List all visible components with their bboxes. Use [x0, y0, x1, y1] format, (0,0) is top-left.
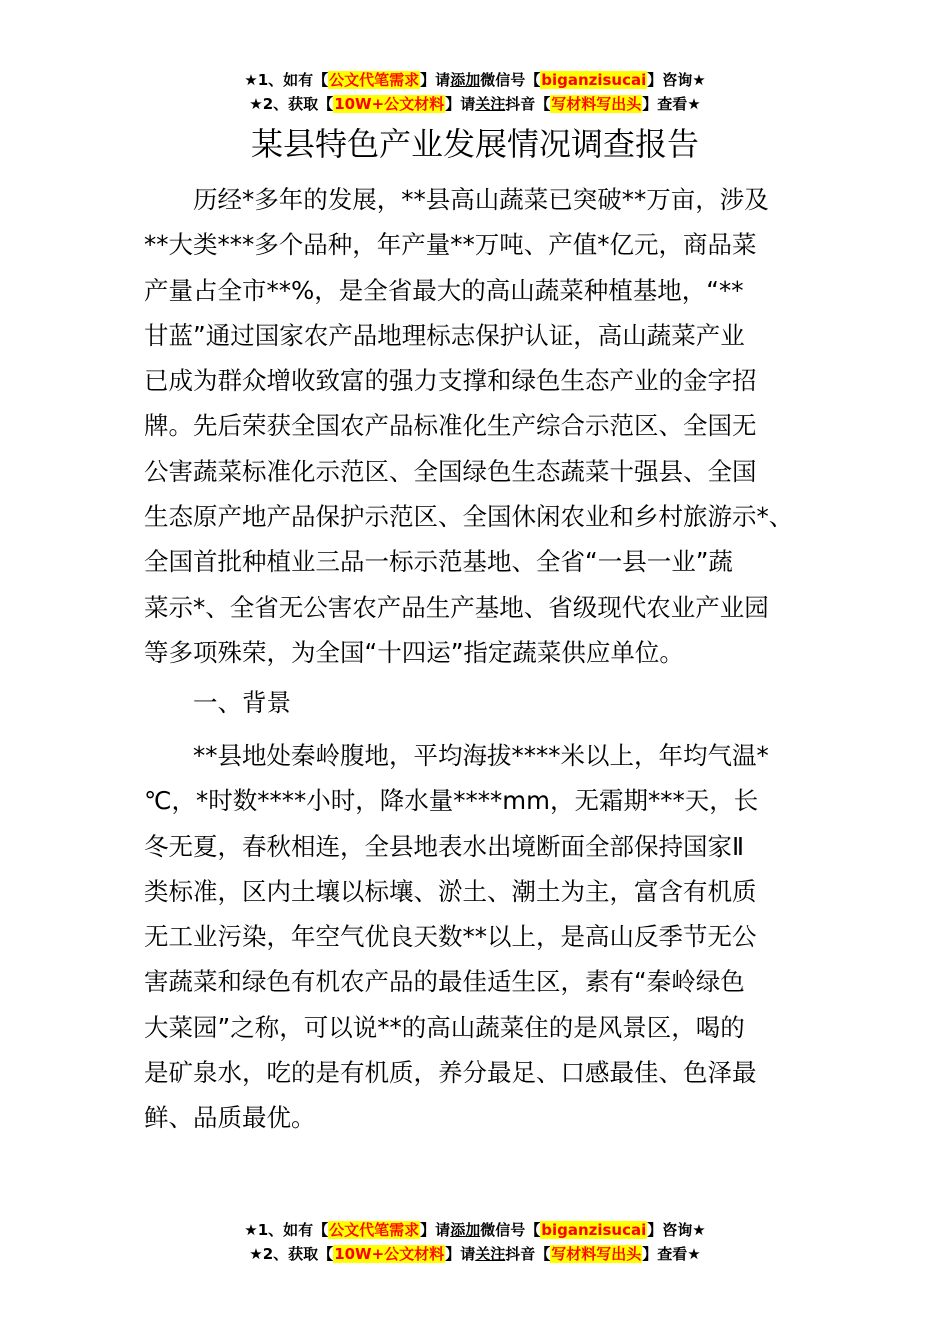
promo-text: ★1、如有【	[244, 71, 329, 89]
promo-douyin-id: 写材料写出头	[551, 95, 642, 113]
promo-wechat-id: biganzisucai	[541, 1221, 647, 1239]
promo-text: 】查看★	[642, 95, 701, 113]
paragraph-line: 菜示*、全省无公害农产品生产基地、省级现代农业产业园	[144, 592, 769, 622]
paragraph-line: 产量占全市**%，是全省最大的高山蔬菜种植基地，“**	[144, 275, 744, 305]
promo-line-1	[0, 68, 950, 92]
paragraph-line: 大菜园”之称，可以说**的高山蔬菜住的是风景区，喝的	[144, 1012, 745, 1042]
section-heading-background	[144, 680, 814, 725]
promo-text: ★1、如有【	[244, 1221, 329, 1239]
paragraph-line: 生态原产地产品保护示范区、全国休闲农业和乡村旅游示*、	[144, 502, 794, 532]
paragraph-line: 等多项殊荣，为全国“十四运”指定蔬菜供应单位。	[144, 637, 684, 667]
paragraph-line: 公害蔬菜标准化示范区、全国绿色生态蔬菜十强县、全国	[144, 456, 757, 486]
paragraph-line: 牌。先后荣获全国农产品标准化生产综合示范区、全国无	[144, 411, 757, 441]
promo-text: 】请	[420, 1221, 451, 1239]
promo-highlight: 10W+公文材料	[334, 1245, 445, 1263]
promo-wechat-id: biganzisucai	[541, 71, 647, 89]
document-title: 某县特色产业发展情况调查报告	[250, 125, 699, 163]
promo-text: 微信号【	[480, 71, 541, 89]
paragraph-line: 已成为群众增收致富的强力支撑和绿色生态产业的金字招	[144, 366, 757, 396]
promo-text: ★2、获取【	[249, 1245, 334, 1263]
promo-douyin-id: 写材料写出头	[551, 1245, 642, 1263]
paragraph-line: 害蔬菜和绿色有机农产品的最佳适生区，素有“秦岭绿色	[144, 967, 745, 997]
promo-text: 】请	[445, 1245, 476, 1263]
promo-underlined-text: 添加	[450, 71, 481, 89]
paragraph-line: **县地处秦岭腹地，平均海拔****米以上，年均气温*	[193, 741, 769, 770]
promo-underlined-text: 关注	[475, 95, 506, 113]
promo-highlight: 公文代笔需求	[329, 1221, 420, 1239]
promo-text: 】咨询★	[647, 1221, 706, 1239]
promo-highlight: 10W+公文材料	[334, 95, 445, 113]
body-paragraph-intro	[144, 177, 814, 675]
paragraph-line: 历经*多年的发展，**县高山蔬菜已突破**万亩，涉及	[193, 185, 769, 214]
promo-text: ★2、获取【	[249, 95, 334, 113]
promo-underlined-text: 添加	[450, 1221, 481, 1239]
promo-text: 抖音【	[505, 95, 551, 113]
paragraph-line: 冬无夏，春秋相连，全县地表水出境断面全部保持国家Ⅱ	[144, 831, 745, 861]
promo-line-2	[0, 92, 950, 116]
paragraph-line: 全国首批种植业三品一标示范基地、全省“一县一业”蔬	[144, 547, 733, 577]
paragraph-line: ℃，*时数****小时，降水量****mm，无霜期***天，长	[144, 786, 759, 816]
paragraph-line: 甘蓝”通过国家农产品地理标志保护认证，高山蔬菜产业	[144, 320, 745, 350]
header-promo-banner	[0, 68, 950, 116]
promo-line-1	[0, 1218, 950, 1242]
promo-line-2	[0, 1242, 950, 1266]
paragraph-line: 鲜、品质最优。	[144, 1103, 316, 1133]
footer-promo-banner	[0, 1218, 950, 1266]
paragraph-line: **大类***多个品种，年产量**万吨、产值*亿元，商品菜	[144, 230, 757, 260]
promo-text: 】请	[420, 71, 451, 89]
paragraph-line: 无工业污染，年空气优良天数**以上，是高山反季节无公	[144, 922, 757, 952]
heading-text: 一、背景	[193, 688, 291, 717]
promo-text: 抖音【	[505, 1245, 551, 1263]
body-paragraph-background	[144, 733, 814, 1141]
promo-text: 】咨询★	[647, 71, 706, 89]
paragraph-line: 类标准，区内土壤以标壤、淤土、潮土为主，富含有机质	[144, 876, 757, 906]
promo-text: 】请	[445, 95, 476, 113]
promo-underlined-text: 关注	[475, 1245, 506, 1263]
promo-text: 】查看★	[642, 1245, 701, 1263]
paragraph-line: 是矿泉水，吃的是有机质，养分最足、口感最佳、色泽最	[144, 1058, 757, 1088]
promo-text: 微信号【	[480, 1221, 541, 1239]
promo-highlight: 公文代笔需求	[329, 71, 420, 89]
